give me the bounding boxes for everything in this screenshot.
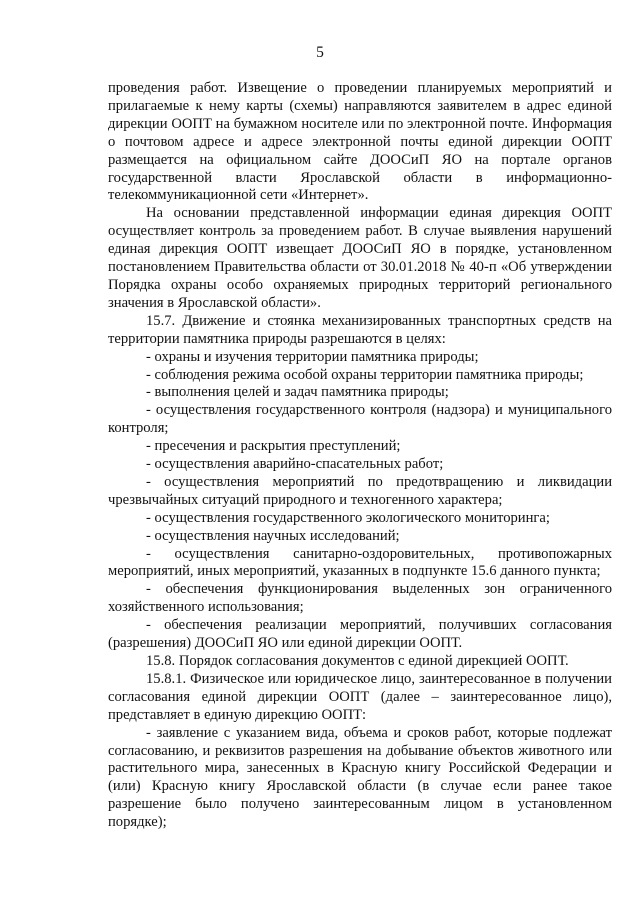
list-item: - осуществления мероприятий по предотвращению и ликвидации чрезвычайных ситуаций природного и техногенного характера; bbox=[108, 473, 612, 508]
list-item: - обеспечения реализации мероприятий, получивших согласования (разрешения) ДООСиП ЯО или единой дирекции ООПТ. bbox=[108, 617, 612, 652]
list-item: - выполнения целей и задач памятника природы; bbox=[146, 384, 449, 401]
list-item: - обеспечения функционирования выделенных зон ограниченного хозяйственного использования; bbox=[108, 581, 612, 616]
list-15-7 bbox=[108, 349, 612, 653]
paragraph-15-8-1: 15.8.1. Физическое или юридическое лицо, заинтересованное в получении согласования единой дирекции ООПТ (далее – заинтересованное лицо), представляет в единую дирекцию ООПТ: bbox=[108, 670, 612, 723]
paragraph-15-8: 15.8. Порядок согласования документов с единой дирекцией ООПТ. bbox=[146, 653, 569, 669]
list-item: - осуществления санитарно-оздоровительных, противопожарных мероприятий, иных мероприятий, указанных в подпункте 15.6 данного пункта; bbox=[108, 545, 612, 580]
list-item: - осуществления государственного экологического мониторинга; bbox=[146, 509, 550, 526]
list-item: - соблюдения режима особой охраны территории памятника природы; bbox=[146, 366, 584, 383]
list-item: - осуществления аварийно-спасательных работ; bbox=[146, 456, 444, 473]
list-item: - осуществления государственного контроля (надзора) и муниципального контроля; bbox=[108, 402, 612, 437]
list-item: - охраны и изучения территории памятника природы; bbox=[146, 348, 479, 365]
paragraph-control: На основании представленной информации единая дирекция ООПТ осуществляет контроль за проведением работ. В случае выявления нарушений единая дирекция ООПТ извещает ДООСиП ЯО в порядке, установленном постановлением Правительства области от 30.01.2018 № 40-п «Об утверждении Порядка охраны особо охраняемых природных территорий регионального значения в Ярославской области». bbox=[108, 205, 612, 311]
page-body bbox=[108, 80, 612, 832]
paragraph-notice-procedure: проведения работ. Извещение о проведении планируемых мероприятий и прилагаемые к нему карты (схемы) направляются заявителем в адрес единой дирекции ООПТ на бумажном носителе или по электронной почте. Информация о почтовом адресе и адресе электронной почты единой дирекции ООПТ размещается на официальном сайте ДООСиП ЯО на портале органов государственной власти Ярославской области в информационно-телекоммуникационной сети «Интернет». bbox=[108, 80, 612, 204]
list-item: - осуществления научных исследований; bbox=[146, 527, 400, 544]
paragraph-15-7: 15.7. Движение и стоянка механизированных транспортных средств на территории памятника природы разрешаются в целях: bbox=[108, 312, 612, 347]
page-number: 5 bbox=[316, 44, 324, 61]
list-item: - заявление с указанием вида, объема и сроков работ, которые подлежат согласованию, и реквизитов разрешения на добывание объектов животного или растительного мира, занесенных в Красную книгу Российской Федерации и (или) Красную книгу Ярославской области (в случае если ранее такое разрешение было получено заинтересованным лицом в установленном порядке); bbox=[108, 724, 612, 831]
list-15-8-1 bbox=[108, 725, 612, 832]
list-item: - пресечения и раскрытия преступлений; bbox=[146, 438, 401, 455]
